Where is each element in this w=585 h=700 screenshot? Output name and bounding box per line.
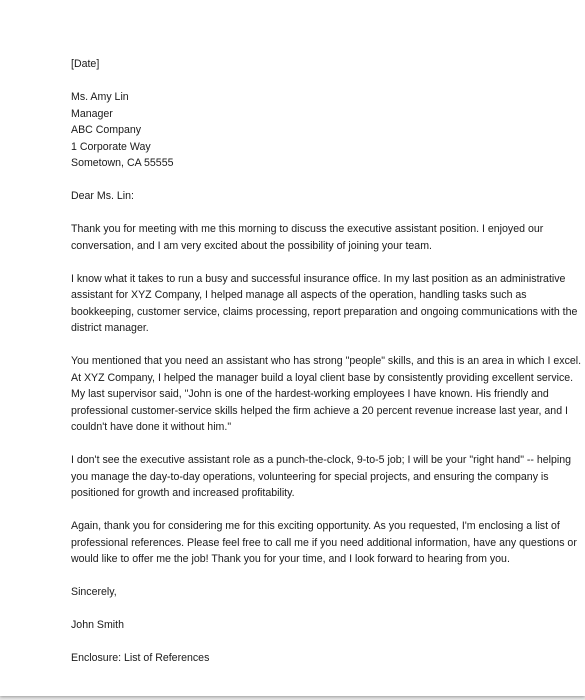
- body-paragraph: [71, 452, 572, 502]
- date-line: [71, 56, 531, 73]
- paragraph-line: assistant for XYZ Company, I helped manage all aspects of the operation, handling tasks such as: [71, 289, 527, 301]
- body-paragraph: [71, 221, 544, 254]
- salutation: Dear Ms. Lin:: [71, 190, 134, 202]
- closing: Sincerely,: [71, 586, 117, 598]
- paragraph-line: professional customer-service skills helped the firm achieve a 20 percent revenue increase last year, and I: [71, 404, 568, 417]
- paragraph-line: I know what it takes to run a busy and successful insurance office. In my last position as an administrative: [71, 272, 566, 285]
- body-paragraph: [71, 271, 578, 337]
- closing-block: [71, 584, 531, 601]
- paragraph-line: professional references. Please feel free to call me if you need additional information, have any questions or: [71, 536, 577, 549]
- letter-content: [71, 56, 582, 683]
- paragraph-line: I don't see the executive assistant role as a punch-the-clock, 9-to-5 job; I will be your "right hand" -- helping: [71, 454, 572, 466]
- signature-name: John Smith: [71, 619, 124, 631]
- enclosure-note: Enclosure: List of References: [71, 652, 210, 664]
- recipient-street: 1 Corporate Way: [71, 140, 151, 153]
- body-paragraph: [71, 353, 582, 436]
- recipient-title: Manager: [71, 107, 113, 120]
- paragraph-line: bookkeeping, customer service, claims processing, report preparation and ongoing communications with the: [71, 305, 578, 318]
- paragraph-line: positioned for growth and increased profitability.: [71, 487, 295, 499]
- paragraph-line: My last supervisor said, "John is one of the hardest-working employees I have known. His friendly and: [71, 388, 549, 400]
- paragraph-line: couldn't have done it without him.": [71, 421, 232, 433]
- body-paragraph: [71, 518, 577, 568]
- paragraph-line: At XYZ Company, I helped the manager build a loyal client base by consistently providing excellent service.: [71, 371, 574, 384]
- signature-block: [71, 617, 531, 634]
- paragraph-line: district manager.: [71, 322, 149, 334]
- paragraph-line: Again, thank you for considering me for this exciting opportunity. As you requested, I'm enclosing a list of: [71, 520, 560, 532]
- paragraph-line: You mentioned that you need an assistant who has strong "people" skills, and this is an area in which I excel.: [71, 355, 582, 367]
- letter-date: [Date]: [71, 58, 100, 70]
- paragraph-line: conversation, and I am very excited about the possibility of joining your team.: [71, 239, 432, 252]
- enclosure-block: [71, 650, 531, 667]
- salutation-block: [71, 188, 531, 205]
- paragraph-line: would like to offer me the job! Thank you for your time, and I look forward to hearing from you.: [71, 553, 510, 565]
- recipient-address: [71, 89, 531, 172]
- recipient-company: ABC Company: [71, 124, 142, 136]
- paragraph-line: Thank you for meeting with me this morning to discuss the executive assistant position. I enjoyed our: [71, 223, 544, 235]
- recipient-city: Sometown, CA 55555: [71, 157, 174, 169]
- recipient-name: Ms. Amy Lin: [71, 91, 129, 103]
- paragraph-line: you manage the day-to-day operations, volunteering for special projects, and ensuring the company is: [71, 470, 549, 483]
